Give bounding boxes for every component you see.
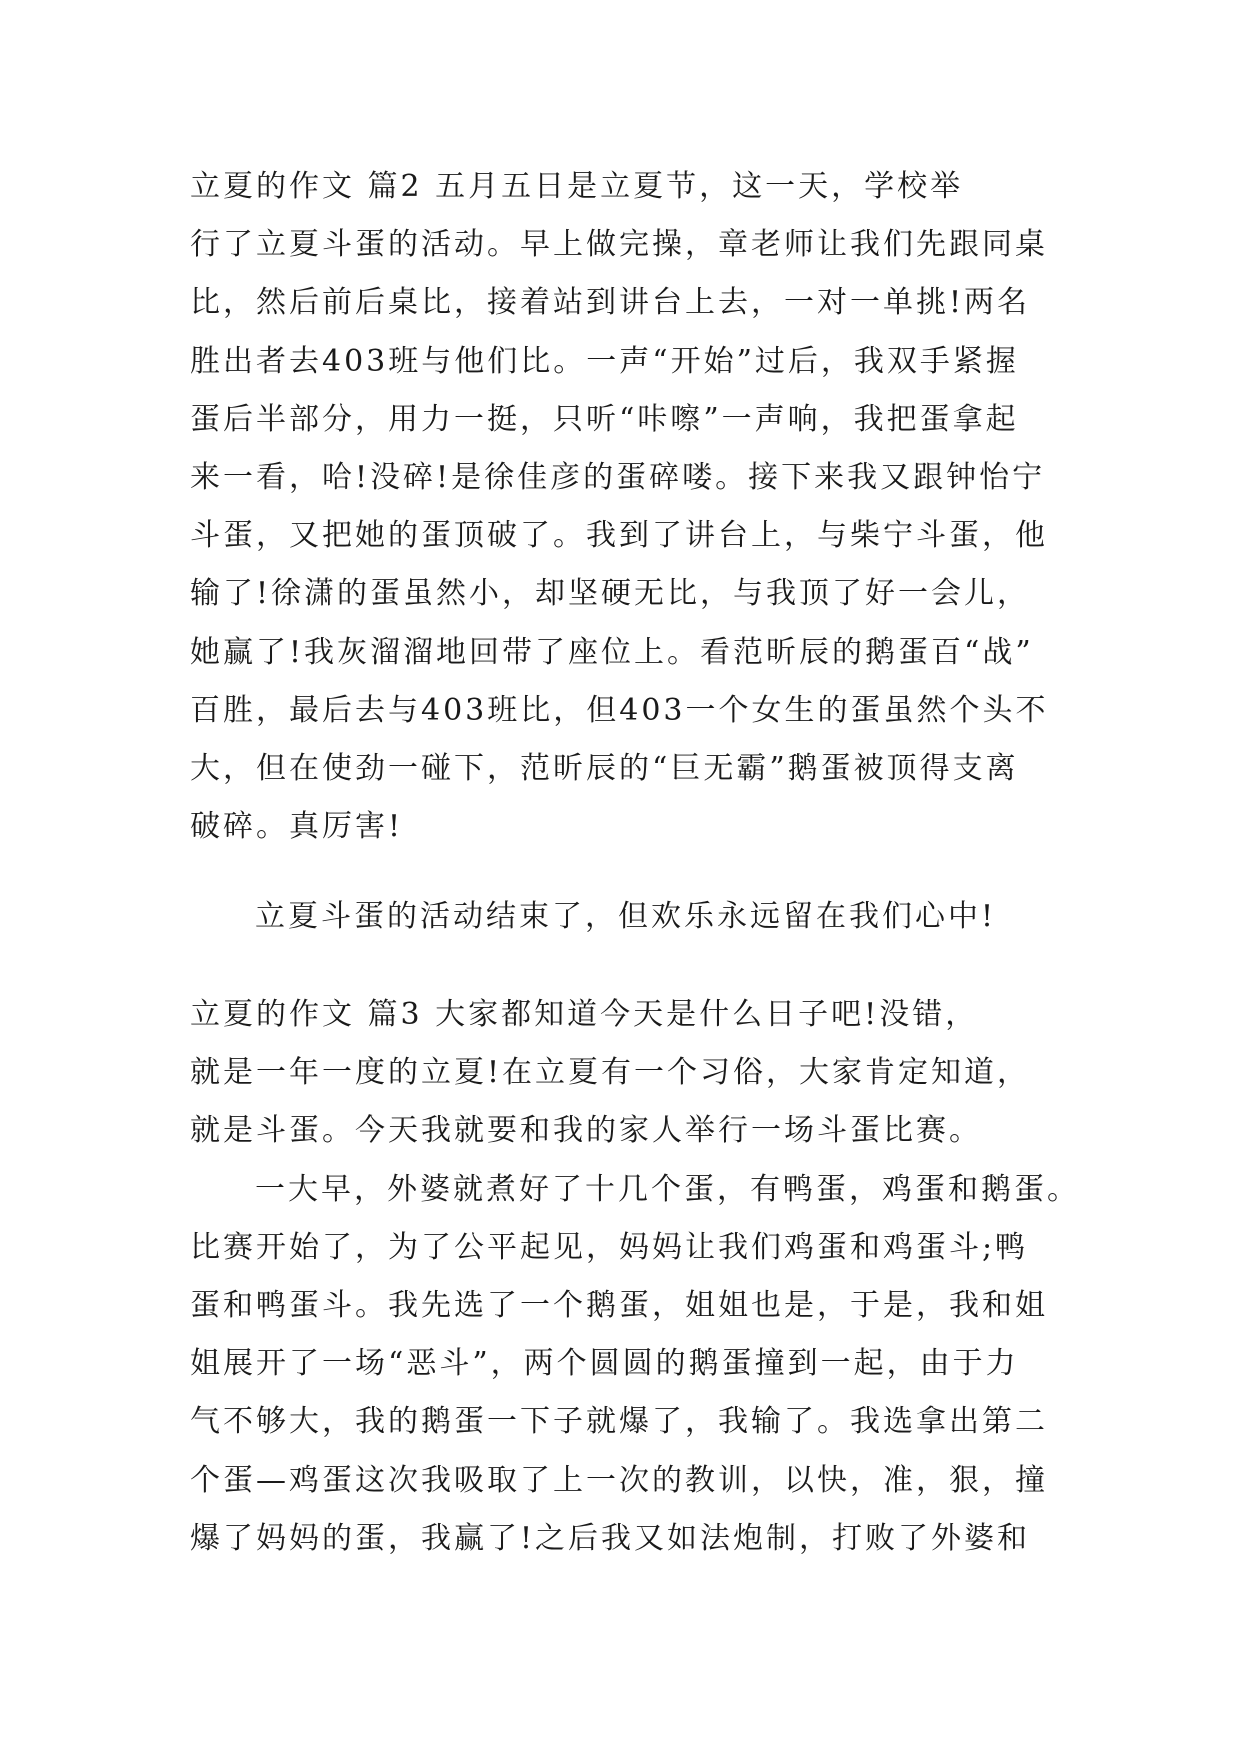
essay3-paragraph-start: 一大早，外婆就煮好了十几个蛋，有鸭蛋，鸡蛋和鹅蛋。 — [255, 1172, 1080, 1207]
essay3-text-line: 蛋和鸭蛋斗。我先选了一个鹅蛋，姐姐也是，于是，我和姐 — [190, 1288, 1048, 1323]
essay3-text-line: 比赛开始了，为了公平起见，妈妈让我们鸡蛋和鸡蛋斗;鸭 — [190, 1230, 1029, 1265]
essay2-text-line: 比，然后前后桌比，接着站到讲台上去，一对一单挑!两名 — [190, 285, 1031, 320]
essay2-text-line: 行了立夏斗蛋的活动。早上做完操，章老师让我们先跟同桌 — [190, 227, 1048, 262]
essay2-text-line: 斗蛋，又把她的蛋顶破了。我到了讲台上，与柴宁斗蛋，他 — [190, 518, 1048, 553]
essay3-text-line: 就是一年一度的立夏!在立夏有一个习俗，大家肯定知道， — [190, 1055, 1031, 1090]
essay3-text-line: 爆了妈妈的蛋，我赢了!之后我又如法炮制，打败了外婆和 — [190, 1521, 1031, 1556]
essay3-text-line: 气不够大，我的鹅蛋一下子就爆了，我输了。我选拿出第二 — [190, 1404, 1048, 1439]
essay2-text-line: 她赢了!我灰溜溜地回带了座位上。看范昕辰的鹅蛋百“战” — [190, 635, 1034, 670]
essay2-text-line: 蛋后半部分，用力一挺，只听“咔嚓”一声响，我把蛋拿起 — [190, 402, 1019, 437]
essay2-text-line: 来一看，哈!没碎!是徐佳彦的蛋碎喽。接下来我又跟钟怡宁 — [190, 460, 1046, 495]
essay2-text-line: 大，但在使劲一碰下，范昕辰的“巨无霸”鹅蛋被顶得支离 — [190, 751, 1019, 786]
essay2-text-line: 胜出者去403班与他们比。一声“开始”过后，我双手紧握 — [190, 344, 1019, 379]
essay2-heading-line: 立夏的作文 篇2 五月五日是立夏节，这一天，学校举 — [190, 169, 964, 204]
essay2-closing-line: 立夏斗蛋的活动结束了，但欢乐永远留在我们心中! — [255, 899, 997, 934]
essay2-text-line: 百胜，最后去与403班比，但403一个女生的蛋虽然个头不 — [190, 693, 1049, 728]
essay2-text-line: 输了!徐潇的蛋虽然小，却坚硬无比，与我顶了好一会儿， — [190, 576, 1031, 611]
essay2-text-line: 破碎。真厉害! — [190, 809, 404, 844]
essay3-text-line: 就是斗蛋。今天我就要和我的家人举行一场斗蛋比赛。 — [190, 1113, 982, 1148]
essay3-heading-line: 立夏的作文 篇3 大家都知道今天是什么日子吧!没错， — [190, 997, 979, 1032]
essay3-text-line: 个蛋—鸡蛋这次我吸取了上一次的教训，以快，准，狠，撞 — [190, 1463, 1048, 1498]
essay3-text-line: 姐展开了一场“恶斗”，两个圆圆的鹅蛋撞到一起，由于力 — [190, 1346, 1019, 1381]
